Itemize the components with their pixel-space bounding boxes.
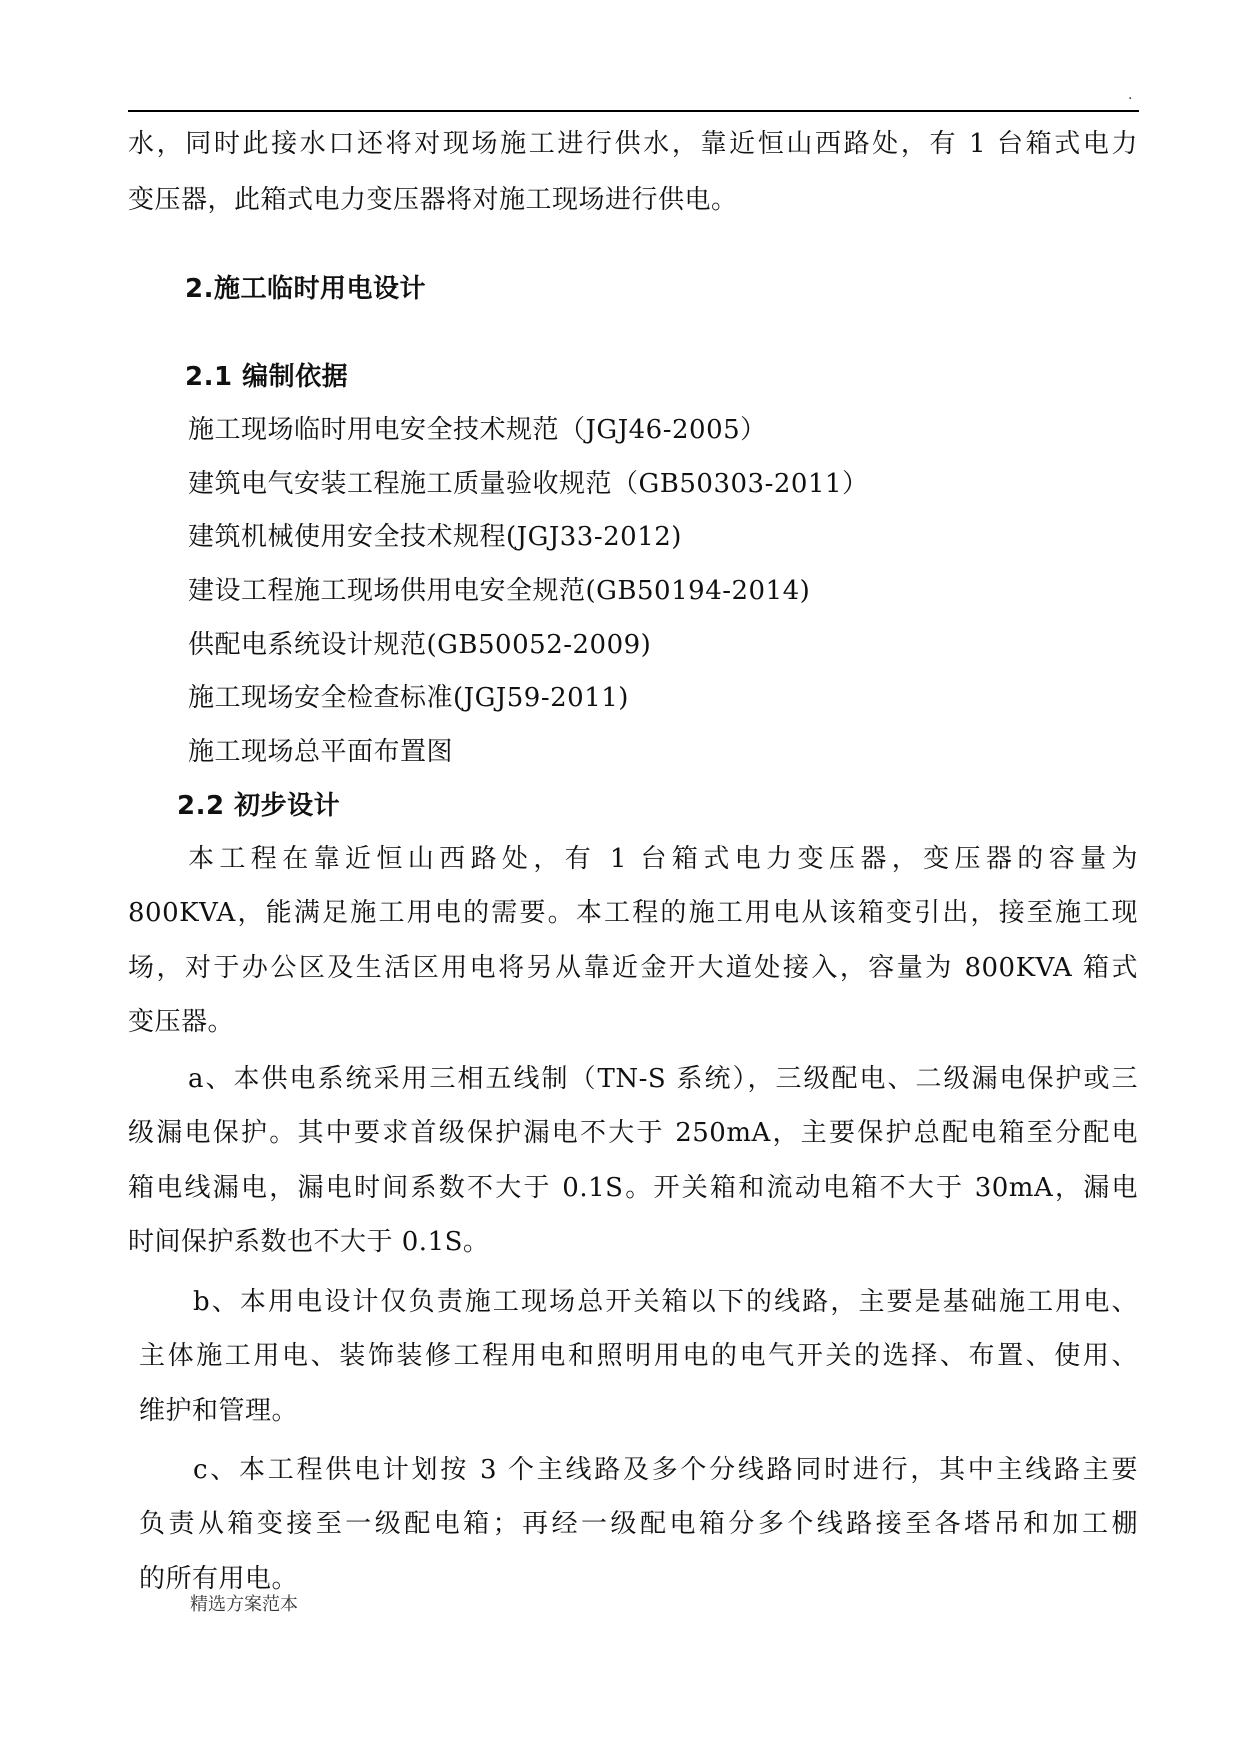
reference-item: 建筑机械使用安全技术规程(JGJ33-2012) (188, 522, 682, 552)
section-2-2-heading: 2.2 初步设计 (177, 791, 341, 821)
section-2-1-heading: 2.1 编制依据 (185, 362, 349, 392)
item-a-line: a、本供电系统采用三相五线制（TN-S 系统），三级配电、二级漏电保护或三 (188, 1064, 1138, 1094)
design-paragraph-line: 场，对于办公区及生活区用电将另从靠近金开大道处接入，容量为 800KVA 箱式 (128, 953, 1138, 983)
reference-item: 建筑电气安装工程施工质量验收规范（GB50303-2011） (188, 469, 869, 499)
design-paragraph-line: 本工程在靠近恒山西路处，有 1 台箱式电力变压器，变压器的容量为 (188, 844, 1138, 874)
footer-label: 精选方案范本 (190, 1594, 298, 1615)
header-rule (128, 110, 1139, 112)
intro-line-1: 水，同时此接水口还将对现场施工进行供水，靠近恒山西路处，有 1 台箱式电力 (128, 129, 1138, 159)
item-b-line: 主体施工用电、装饰装修工程用电和照明用电的电气开关的选择、布置、使用、 (139, 1341, 1138, 1371)
intro-line-2: 变压器，此箱式电力变压器将对施工现场进行供电。 (128, 185, 738, 215)
header-mark: . (1128, 87, 1133, 103)
reference-item: 施工现场安全检查标准(JGJ59-2011) (188, 683, 629, 713)
item-a-line: 时间保护系数也不大于 0.1S。 (128, 1227, 490, 1257)
item-b-line: b、本用电设计仅负责施工现场总开关箱以下的线路，主要是基础施工用电、 (193, 1287, 1138, 1317)
reference-item: 施工现场总平面布置图 (188, 737, 454, 767)
design-paragraph-line: 变压器。 (128, 1007, 235, 1037)
reference-item: 建设工程施工现场供用电安全规范(GB50194-2014) (188, 576, 811, 606)
item-b-line: 维护和管理。 (139, 1396, 299, 1426)
reference-item: 供配电系统设计规范(GB50052-2009) (188, 630, 652, 660)
design-paragraph-line: 800KVA，能满足施工用电的需要。本工程的施工用电从该箱变引出，接至施工现 (128, 898, 1138, 928)
item-c-line: c、本工程供电计划按 3 个主线路及多个分线路同时进行，其中主线路主要 (193, 1455, 1138, 1485)
section-2-heading: 2.施工临时用电设计 (185, 274, 426, 304)
item-a-line: 箱电线漏电，漏电时间系数不大于 0.1S。开关箱和流动电箱不大于 30mA，漏电 (128, 1173, 1138, 1203)
item-c-line: 的所有用电。 (139, 1564, 299, 1594)
reference-item: 施工现场临时用电安全技术规范（JGJ46-2005） (188, 415, 767, 445)
item-a-line: 级漏电保护。其中要求首级保护漏电不大于 250mA，主要保护总配电箱至分配电 (128, 1118, 1138, 1148)
item-c-line: 负责从箱变接至一级配电箱；再经一级配电箱分多个线路接至各塔吊和加工棚 (139, 1509, 1138, 1539)
